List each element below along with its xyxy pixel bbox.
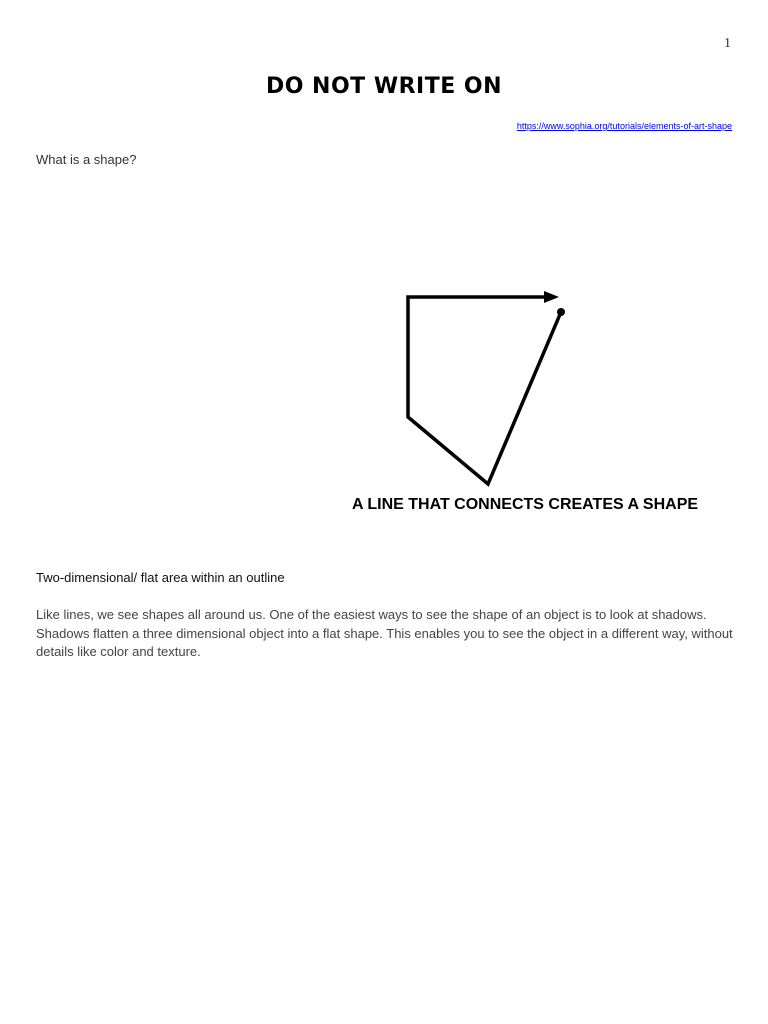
arrow-head [544, 291, 559, 303]
figure-caption: A LINE THAT CONNECTS CREATES A SHAPE [351, 496, 699, 513]
connecting-line [408, 297, 561, 484]
body-paragraph: Like lines, we see shapes all around us. One of the easiest ways to see the shape of an object is to look at shadows. Shadows flatten a three dimensional object into a flat shape. This enables you to see the object in a different way, without details like color and texture. [36, 607, 733, 659]
shape-illustration [330, 280, 730, 525]
page-title: DO NOT WRITE ON [265, 74, 503, 99]
definition-text: Two-dimensional/ flat area within an outline [36, 570, 285, 585]
page-number: 1 [724, 36, 731, 51]
source-link[interactable]: https://www.sophia.org/tutorials/elements-of-art-shape [516, 121, 732, 131]
open-shape-drawing [330, 280, 730, 525]
question-text: What is a shape? [36, 152, 137, 167]
line-end-dot [557, 308, 565, 316]
